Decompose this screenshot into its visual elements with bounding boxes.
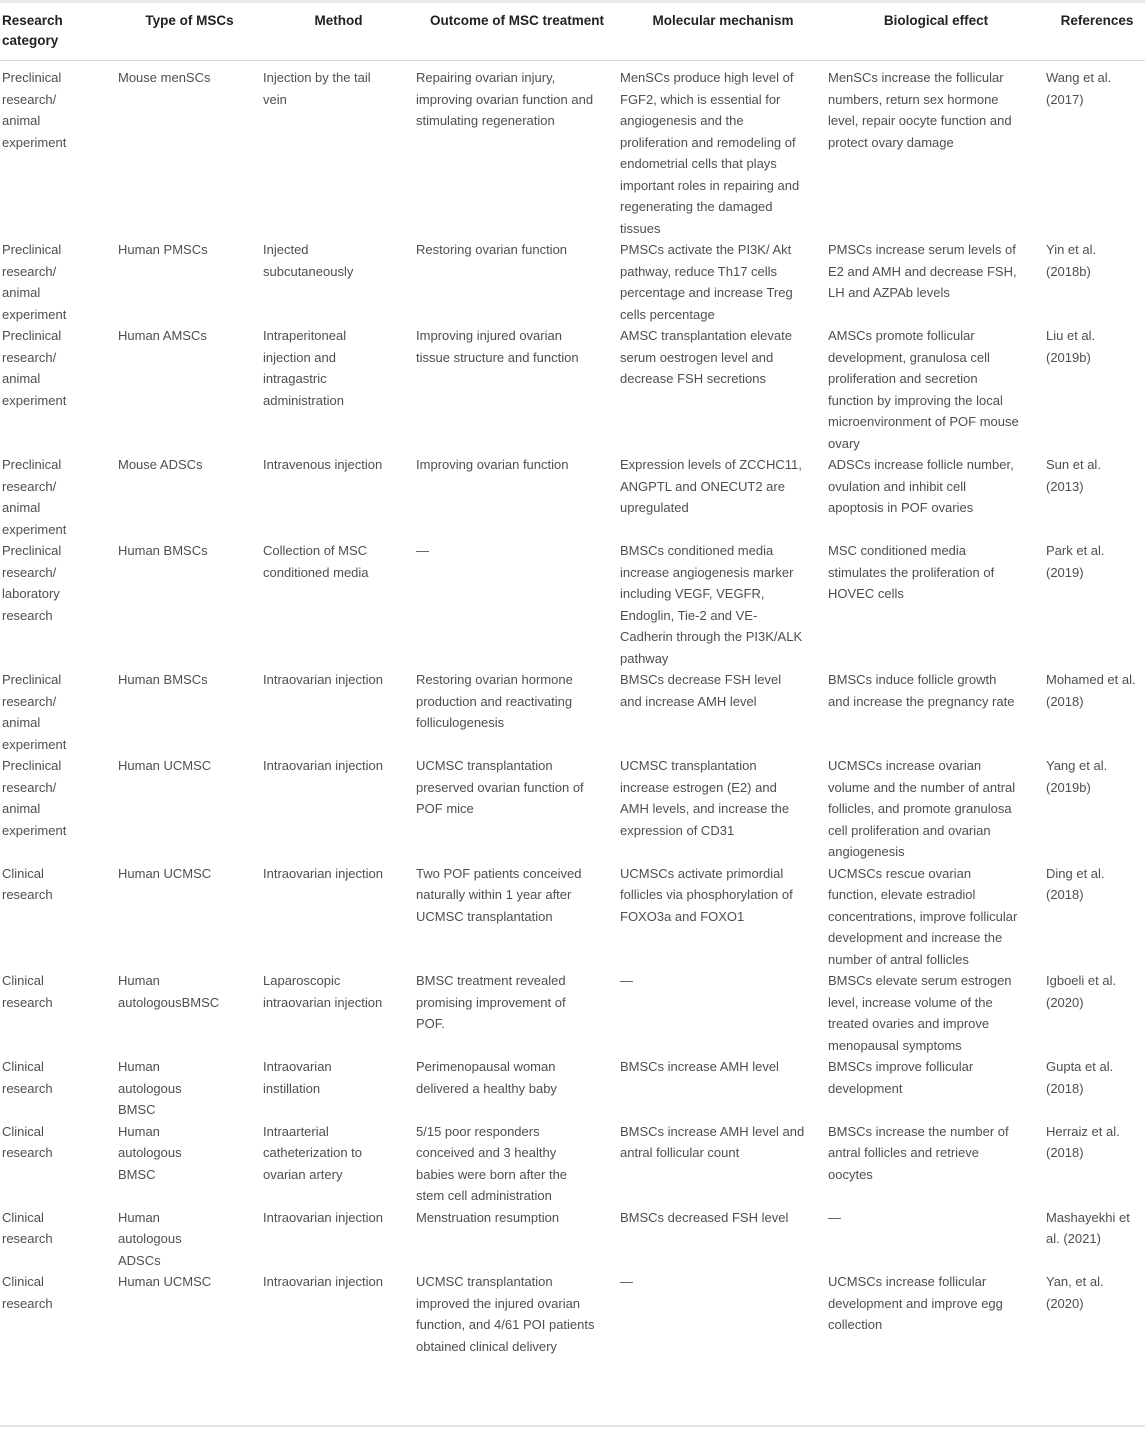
- column-header-references: References: [1045, 2, 1145, 61]
- cell-method: Intraovarian injection: [263, 672, 383, 687]
- cell-molecular-mechanism: Expression levels of ZCCHC11, ANGPTL and ONECUT2 are upregulated: [620, 457, 802, 515]
- cell-molecular-mechanism: —: [620, 973, 633, 988]
- cell-outcome: UCMSC transplantation preserved ovarian function of POF mice: [416, 758, 584, 816]
- table-row: [0, 61, 1145, 240]
- cell-type-of-mscs: Human autologous BMSC: [118, 1059, 182, 1117]
- table-row: [0, 970, 1145, 1056]
- cell-reference: Gupta et al. (2018): [1046, 1059, 1114, 1096]
- cell-biological-effect: MSC conditioned media stimulates the proliferation of HOVEC cells: [828, 543, 995, 601]
- cell-biological-effect: —: [828, 1209, 841, 1225]
- cell-molecular-mechanism: MenSCs produce high level of FGF2, which is essential for angiogenesis and the proliferation and remodeling of endometrial cells that plays important roles in repairing and regenerating the damaged tissues: [620, 70, 800, 236]
- cell-type-of-mscs: Mouse menSCs: [118, 70, 211, 85]
- cell-research-category: Preclinical research/ animal experiment: [2, 457, 67, 537]
- cell-biological-effect: UCMSCs increase ovarian volume and the number of antral follicles, and promote granulosa cell proliferation and ovarian angiogenesis: [828, 758, 1016, 859]
- table-header: [0, 2, 1145, 61]
- table-row: [0, 1271, 1145, 1357]
- cell-biological-effect: MenSCs increase the follicular numbers, return sex hormone level, repair oocyte function and protect ovary damage: [828, 70, 1012, 150]
- cell-molecular-mechanism: PMSCs activate the PI3K/ Akt pathway, reduce Th17 cells percentage and increase Treg cells percentage: [620, 242, 793, 322]
- cell-method: Intraovarian injection: [263, 865, 383, 881]
- cell-outcome: UCMSC transplantation improved the injured ovarian function, and 4/61 POI patients obtained clinical delivery: [416, 1274, 595, 1354]
- cell-research-category: Clinical research: [2, 1059, 53, 1096]
- table-bottom-rule: [0, 1425, 1145, 1427]
- cell-biological-effect: BMSCs elevate serum estrogen level, increase volume of the treated ovaries and improve menopausal symptoms: [828, 973, 1012, 1053]
- cell-reference: Yang et al. (2019b): [1046, 758, 1108, 795]
- cell-reference: Yin et al. (2018b): [1046, 242, 1097, 279]
- cell-method: Intraovarian injection: [263, 1274, 383, 1289]
- cell-research-category: Clinical research: [2, 865, 53, 902]
- cell-type-of-mscs: Human BMSCs: [118, 672, 208, 687]
- cell-type-of-mscs: Human UCMSC: [118, 758, 212, 773]
- cell-type-of-mscs: Mouse ADSCs: [118, 457, 203, 472]
- cell-research-category: Preclinical research/ laboratory research: [2, 543, 62, 623]
- table-row: [0, 239, 1145, 325]
- cell-research-category: Preclinical research/ animal experiment: [2, 328, 67, 408]
- column-header-method: Method: [262, 2, 415, 61]
- cell-molecular-mechanism: UCMSC transplantation increase estrogen (E2) and AMH levels, and increase the expression of CD31: [620, 758, 790, 838]
- cell-research-category: Clinical research: [2, 1274, 53, 1311]
- cell-molecular-mechanism: BMSCs decreased FSH level: [620, 1209, 789, 1225]
- cell-type-of-mscs: Human autologous BMSC: [118, 1123, 182, 1182]
- cell-molecular-mechanism: BMSCs increase AMH level: [620, 1059, 779, 1074]
- cell-method: Intraovarian injection: [263, 758, 383, 773]
- cell-method: Injection by the tail vein: [263, 70, 371, 107]
- cell-research-category: Preclinical research/ animal experiment: [2, 70, 67, 150]
- cell-reference: Sun et al. (2013): [1046, 457, 1101, 494]
- cell-outcome: —: [416, 543, 429, 558]
- table-row: [0, 1207, 1145, 1272]
- column-header-type-of-mscs: Type of MSCs: [117, 2, 262, 61]
- table-row: [0, 454, 1145, 540]
- cell-reference: Herraiz et al. (2018): [1046, 1123, 1120, 1160]
- cell-biological-effect: AMSCs promote follicular development, granulosa cell proliferation and secretion function by improving the local microenvironment of POF mouse ovary: [828, 328, 1019, 451]
- cell-outcome: BMSC treatment revealed promising improvement of POF.: [416, 973, 566, 1031]
- cell-outcome: Repairing ovarian injury, improving ovarian function and stimulating regeneration: [416, 70, 594, 128]
- cell-method: Intraovarian injection: [263, 1209, 383, 1225]
- cell-biological-effect: UCMSCs rescue ovarian function, elevate estradiol concentrations, improve follicular development and increase the number of antral follicles: [828, 865, 1018, 967]
- cell-research-category: Preclinical research/ animal experiment: [2, 672, 67, 752]
- cell-outcome: Menstruation resumption: [416, 1209, 560, 1225]
- cell-biological-effect: UCMSCs increase follicular development and improve egg collection: [828, 1274, 1003, 1332]
- cell-outcome: Improving injured ovarian tissue structure and function: [416, 328, 579, 365]
- cell-molecular-mechanism: —: [620, 1274, 633, 1289]
- cell-outcome: Two POF patients conceived naturally within 1 year after UCMSC transplantation: [416, 865, 582, 924]
- table-row: [0, 863, 1145, 971]
- cell-type-of-mscs: Human UCMSC: [118, 865, 212, 881]
- cell-research-category: Preclinical research/ animal experiment: [2, 758, 67, 838]
- cell-molecular-mechanism: BMSCs conditioned media increase angiogenesis marker including VEGF, VEGFR, Endoglin, Tie-2 and VE-Cadherin through the PI3K/ALK pathway: [620, 543, 803, 666]
- cell-molecular-mechanism: BMSCs decrease FSH level and increase AMH level: [620, 672, 782, 709]
- cell-outcome: Restoring ovarian function: [416, 242, 568, 257]
- cell-biological-effect: BMSCs improve follicular development: [828, 1059, 974, 1096]
- cell-type-of-mscs: Human AMSCs: [118, 328, 207, 343]
- cell-biological-effect: BMSCs induce follicle growth and increase the pregnancy rate: [828, 672, 1015, 709]
- cell-type-of-mscs: Human UCMSC: [118, 1274, 212, 1289]
- cell-reference: Liu et al. (2019b): [1046, 328, 1096, 365]
- column-header-molecular-mechanism: Molecular mechanism: [619, 2, 827, 61]
- table-row: [0, 755, 1145, 863]
- table-row: [0, 325, 1145, 454]
- cell-type-of-mscs: Human autologousBMSC: [118, 973, 220, 1010]
- cell-method: Laparoscopic intraovarian injection: [263, 973, 383, 1010]
- cell-reference: Mohamed et al. (2018): [1046, 672, 1136, 709]
- cell-method: Intraovarian instillation: [263, 1059, 332, 1096]
- table-row: [0, 540, 1145, 669]
- cell-method: Injected subcutaneously: [263, 242, 354, 279]
- cell-biological-effect: BMSCs increase the number of antral follicles and retrieve oocytes: [828, 1123, 1009, 1182]
- cell-molecular-mechanism: AMSC transplantation elevate serum oestrogen level and decrease FSH secretions: [620, 328, 792, 386]
- cell-outcome: Restoring ovarian hormone production and reactivating folliculogenesis: [416, 672, 573, 730]
- table-row: [0, 1056, 1145, 1121]
- table-row: [0, 669, 1145, 755]
- cell-research-category: Preclinical research/ animal experiment: [2, 242, 67, 322]
- cell-molecular-mechanism: UCMSCs activate primordial follicles via phosphorylation of FOXO3a and FOXO1: [620, 865, 793, 924]
- cell-method: Intraarterial catheterization to ovarian artery: [263, 1123, 363, 1182]
- cell-reference: Ding et al. (2018): [1046, 865, 1105, 902]
- cell-research-category: Clinical research: [2, 973, 53, 1010]
- cell-outcome: 5/15 poor responders conceived and 3 healthy babies were born after the stem cell administration: [416, 1123, 568, 1203]
- cell-outcome: Improving ovarian function: [416, 457, 569, 472]
- cell-reference: Igboeli et al. (2020): [1046, 973, 1117, 1010]
- column-header-biological-effect: Biological effect: [827, 2, 1045, 61]
- cell-type-of-mscs: Human BMSCs: [118, 543, 208, 558]
- column-header-outcome: Outcome of MSC treatment: [415, 2, 619, 61]
- cell-type-of-mscs: Human autologous ADSCs: [118, 1209, 182, 1268]
- cell-research-category: Clinical research: [2, 1123, 53, 1160]
- table-body: [0, 61, 1145, 1358]
- cell-biological-effect: ADSCs increase follicle number, ovulation and inhibit cell apoptosis in POF ovaries: [828, 457, 1014, 515]
- column-header-research-category: Research category: [0, 2, 117, 61]
- cell-molecular-mechanism: BMSCs increase AMH level and antral follicular count: [620, 1123, 805, 1160]
- cell-method: Intraperitoneal injection and intragastric administration: [263, 328, 347, 408]
- cell-outcome: Perimenopausal woman delivered a healthy baby: [416, 1059, 557, 1096]
- cell-type-of-mscs: Human PMSCs: [118, 242, 208, 257]
- cell-method: Intravenous injection: [263, 457, 383, 472]
- cell-reference: Mashayekhi et al. (2021): [1046, 1209, 1130, 1246]
- cell-reference: Wang et al. (2017): [1046, 70, 1112, 107]
- cell-reference: Park et al. (2019): [1046, 543, 1105, 580]
- cell-reference: Yan, et al. (2020): [1046, 1274, 1104, 1311]
- cell-method: Collection of MSC conditioned media: [263, 543, 369, 580]
- header-row: [0, 2, 1145, 61]
- cell-biological-effect: PMSCs increase serum levels of E2 and AMH and decrease FSH, LH and AZPAb levels: [828, 242, 1017, 300]
- cell-research-category: Clinical research: [2, 1209, 53, 1246]
- table-row: [0, 1121, 1145, 1207]
